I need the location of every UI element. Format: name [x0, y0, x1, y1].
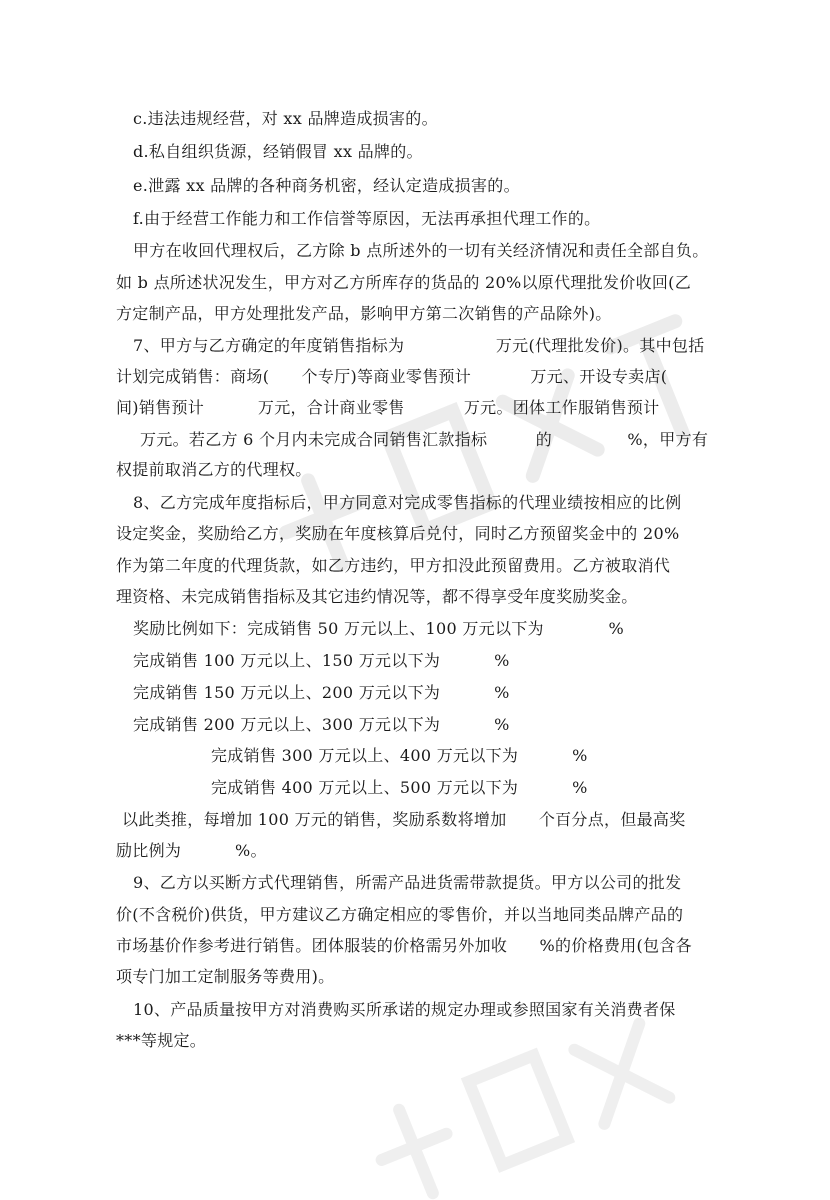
text-line: e.泄露 xx 品牌的各种商务机密，经认定造成损害的。 [133, 176, 520, 195]
text-line: 完成销售 400 万元以上、500 万元以下为 % [211, 778, 588, 797]
text-line: 计划完成销售：商场( 个专厅)等商业零售预计 万元、开设专卖店( [116, 367, 668, 386]
text-line: c.违法违规经营，对 xx 品牌造成损害的。 [133, 109, 438, 128]
text-line: 设定奖金，奖励给乙方，奖励在年度核算后兑付，同时乙方预留奖金中的 20% [116, 524, 680, 543]
text-line: 励比例为 %。 [116, 841, 267, 860]
text-line: ***等规定。 [116, 1031, 207, 1050]
text-line: 间)销售预计 万元，合计商业零售 万元。团体工作服销售预计 [116, 398, 660, 417]
text-line: 完成销售 200 万元以上、300 万元以下为 % [133, 715, 510, 734]
text-line: 如 b 点所述状况发生，甲方对乙方所库存的货品的 20%以原代理批发价收回(乙 [116, 273, 692, 292]
text-line: 理资格、未完成销售指标及其它违约情况等，都不得享受年度奖励奖金。 [116, 587, 638, 606]
text-line: 完成销售 150 万元以上、200 万元以下为 % [133, 683, 510, 702]
text-line: 10、产品质量按甲方对消费购买所承诺的规定办理或参照国家有关消费者保 [133, 1000, 676, 1019]
text-line: d.私自组织货源，经销假冒 xx 品牌的。 [133, 142, 423, 161]
text-line: 甲方在收回代理权后，乙方除 b 点所述外的一切有关经济情况和责任全部自负。 [133, 241, 709, 260]
text-line: f.由于经营工作能力和工作信誉等原因，无法再承担代理工作的。 [133, 209, 601, 228]
text-line: 完成销售 100 万元以上、150 万元以下为 % [133, 651, 510, 670]
text-line: 7、甲方与乙方确定的年度销售指标为 万元(代理批发价)。其中包括 [133, 336, 705, 355]
text-line: 8、乙方完成年度指标后，甲方同意对完成零售指标的代理业绩按相应的比例 [133, 493, 682, 512]
text-line: 完成销售 300 万元以上、400 万元以下为 % [211, 746, 588, 765]
text-line: 项专门加工定制服务等费用)。 [116, 967, 335, 986]
text-line: 万元。若乙方 6 个月内未完成合同销售汇款指标 的 %，甲方有 [140, 430, 709, 449]
text-line: 价(不含税价)供货，甲方建议乙方确定相应的零售价，并以当地同类品牌产品的 [116, 905, 684, 924]
watermark-graphic-bottom [330, 1000, 730, 1200]
text-line: 9、乙方以买断方式代理销售，所需产品进货需带款提货。甲方以公司的批发 [133, 873, 682, 892]
text-line: 方定制产品，甲方处理批发产品，影响甲方第二次销售的产品除外)。 [116, 304, 612, 323]
text-line: 奖励比例如下：完成销售 50 万元以上、100 万元以下为 % [133, 619, 624, 638]
text-line: 作为第二年度的代理货款，如乙方违约，甲方扣没此预留费用。乙方被取消代 [116, 556, 671, 575]
text-line: 权提前取消乙方的代理权。 [116, 460, 312, 479]
text-line: 市场基价作参考进行销售。团体服装的价格需另外加收 %的价格费用(包含各 [116, 936, 692, 955]
text-line: 以此类推，每增加 100 万元的销售，奖励系数将增加 个百分点，但最高奖 [122, 810, 686, 829]
